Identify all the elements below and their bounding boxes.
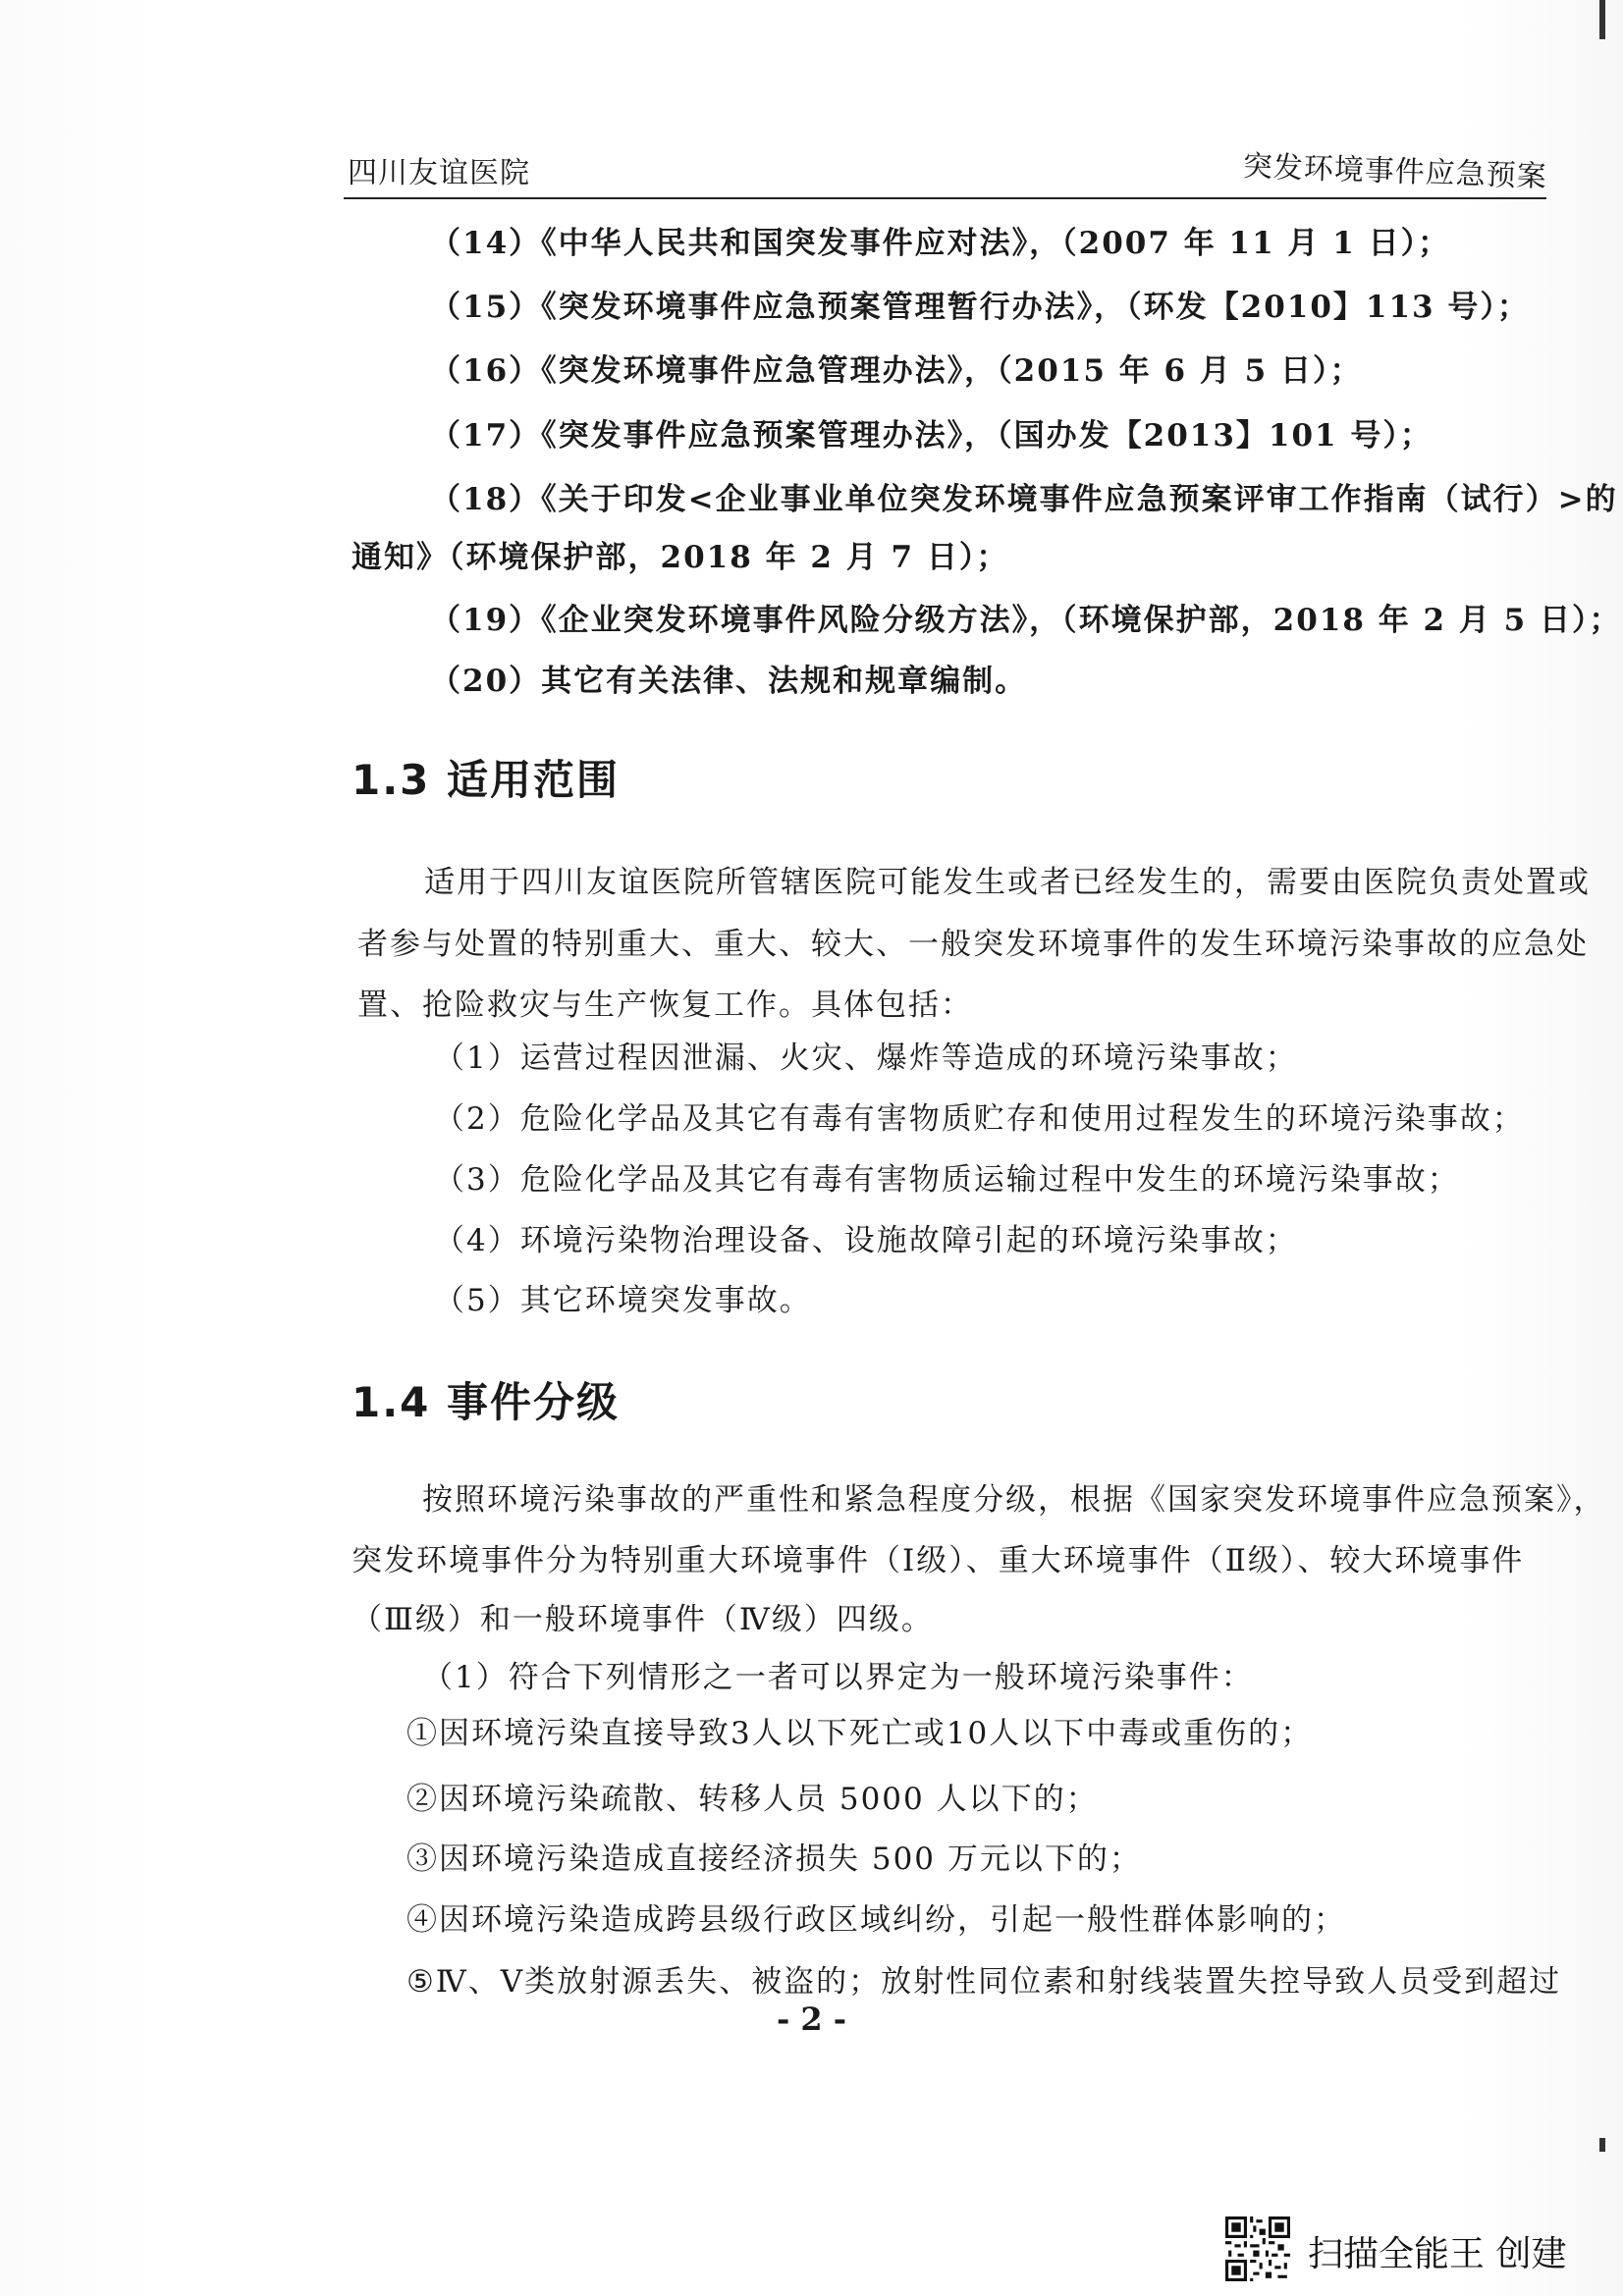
qr-code-icon <box>1225 2216 1290 2281</box>
paragraph-line: （Ⅲ级）和一般环境事件（Ⅳ级）四级。 <box>352 1602 934 1637</box>
classification-item: ⑤Ⅳ、Ⅴ类放射源丢失、被盗的；放射性同位素和射线装置失控导致人员受到超过 <box>406 1964 1562 2000</box>
paragraph-line: 按照环境污染事故的严重性和紧急程度分级，根据《国家突发环境事件应急预案》， <box>422 1482 1606 1518</box>
paragraph-line: 者参与处置的特别重大、重大、较大、一般突发环境事件的发生环境污染事故的应急处 <box>357 927 1589 962</box>
classification-item: ③因环境污染造成直接经济损失 500 万元以下的； <box>406 1842 1142 1877</box>
reference-item: （14）《中华人民共和国突发事件应对法》，（2007 年 11 月 1 日）； <box>430 226 1451 261</box>
scanner-watermark <box>1225 2216 1589 2277</box>
scope-item: （1）运营过程因泄漏、火灾、爆炸等造成的环境污染事故； <box>434 1041 1298 1076</box>
section-heading-scope: 1.3 适用范围 <box>352 756 621 804</box>
classification-item: ①因环境污染直接导致3人以下死亡或10人以下中毒或重伤的； <box>406 1716 1314 1751</box>
reference-item: （20）其它有关法律、法规和规章编制。 <box>430 664 1028 699</box>
page-number: - 2 - <box>776 2001 847 2038</box>
reference-item: （17）《突发事件应急预案管理办法》，（国办发【2013】101 号）； <box>430 418 1433 454</box>
paragraph-line: 突发环境事件分为特别重大环境事件（Ⅰ级）、重大环境事件（Ⅱ级）、较大环境事件 <box>352 1543 1525 1578</box>
scan-edge-mark <box>1599 2138 1605 2152</box>
header-document-title: 突发环境事件应急预案 <box>1242 149 1548 195</box>
page-header <box>344 149 1548 199</box>
header-hospital-name: 四川友谊医院 <box>348 156 530 190</box>
reference-item-continuation: 通知》（环境保护部，2018 年 2 月 7 日）； <box>352 540 1009 575</box>
section-heading-classification: 1.4 事件分级 <box>352 1378 621 1426</box>
paragraph-line: 置、抢险救灾与生产恢复工作。具体包括： <box>357 988 973 1023</box>
scan-edge-mark <box>1599 0 1605 39</box>
watermark-text: 扫描全能王 创建 <box>1308 2234 1567 2274</box>
scope-item: （2）危险化学品及其它有毒有害物质贮存和使用过程发生的环境污染事故； <box>434 1101 1525 1137</box>
classification-item: ②因环境污染疏散、转移人员 5000 人以下的； <box>406 1782 1099 1817</box>
reference-item: （16）《突发环境事件应急管理办法》，（2015 年 6 月 5 日）； <box>430 353 1363 389</box>
paragraph-line: 适用于四川友谊医院所管辖医院可能发生或者已经发生的，需要由医院负责处置或 <box>424 865 1591 900</box>
scope-item: （4）环境污染物治理设备、设施故障引起的环境污染事故； <box>434 1223 1298 1258</box>
reference-item: （18）《关于印发<企业事业单位突发环境事件应急预案评审工作指南（试行）>的 <box>430 482 1618 517</box>
classification-item: ④因环境污染造成跨县级行政区域纠纷，引起一般性群体影响的； <box>406 1902 1346 1938</box>
scope-item: （5）其它环境突发事故。 <box>434 1283 812 1318</box>
reference-item: （15）《突发环境事件应急预案管理暂行办法》，（环发【2010】113 号）； <box>430 290 1530 325</box>
scope-item: （3）危险化学品及其它有毒有害物质运输过程中发生的环境污染事故； <box>434 1162 1460 1198</box>
reference-item: （19）《企业突发环境事件风险分级方法》，（环境保护部，2018 年 2 月 5 日）； <box>430 603 1622 638</box>
classification-item: （1）符合下列情形之一者可以界定为一般环境污染事件： <box>422 1660 1254 1695</box>
